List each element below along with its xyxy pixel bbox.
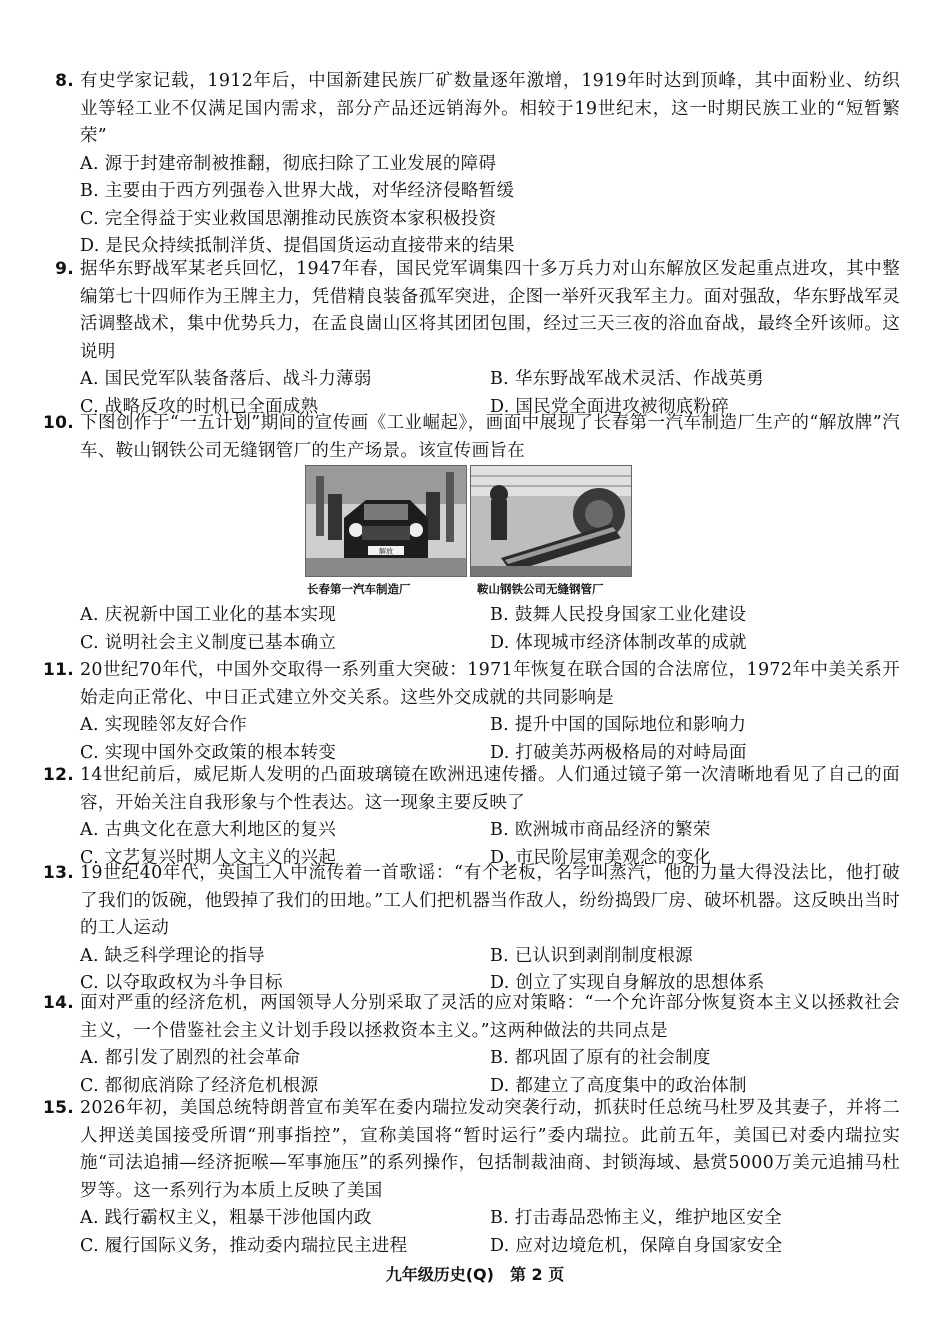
- options: [80, 712, 900, 767]
- question-9: [40, 256, 900, 421]
- option-c[interactable]: C. 说明社会主义制度已基本确立: [80, 632, 337, 653]
- propaganda-figure: [305, 465, 635, 600]
- option-d[interactable]: D. 都建立了高度集中的政治体制: [490, 1075, 747, 1096]
- option-c[interactable]: C. 以夺取政权为斗争目标: [80, 973, 283, 993]
- option-a[interactable]: A. 缺乏科学理论的指导: [80, 945, 265, 966]
- license-plate-text: 解放: [379, 547, 393, 556]
- option-a[interactable]: A. 都引发了剧烈的社会革命: [80, 1048, 301, 1068]
- option-c[interactable]: C. 战略反攻的时机已全面成熟: [80, 396, 319, 417]
- question-12: [40, 762, 900, 872]
- question-10: [40, 410, 900, 465]
- option-b[interactable]: B. 都巩固了原有的社会制度: [490, 1048, 711, 1068]
- option-a[interactable]: A. 庆祝新中国工业化的基本实现: [80, 605, 337, 625]
- question-11: [40, 657, 900, 767]
- question-10-options: [40, 602, 900, 657]
- question-number: 8.: [55, 71, 74, 91]
- question-8: [40, 68, 900, 261]
- option-b[interactable]: B. 欧洲城市商品经济的繁荣: [490, 820, 711, 840]
- option-c[interactable]: C. 完全得益于实业救国思潮推动民族资本家积极投资: [80, 208, 497, 229]
- steel-pipe-photo: [470, 465, 632, 577]
- option-a[interactable]: A. 古典文化在意大利地区的复兴: [80, 820, 337, 840]
- question-stem: 2026年初，美国总统特朗普宣布美军在委内瑞拉发动突袭行动，抓获时任总统马杜罗及其妻子，并将二人押送美国接受所谓“刑事指控”，宣称美国将“暂时运行”委内瑞拉。此前五年，美国已对委内瑞拉实施“司法追捕—经济扼喉—军事施压”的系列操作，包括制裁油商、封锁海域、悬赏5000万美元追捕马杜罗等。这一系列行为本质上反映了美国: [80, 1098, 900, 1201]
- option-d[interactable]: D. 市民阶层审美观念的变化: [490, 847, 712, 868]
- question-number: 10.: [42, 413, 74, 433]
- option-d[interactable]: D. 是民众持续抵制洋货、提倡国货运动直接带来的结果: [80, 236, 515, 256]
- option-a[interactable]: A. 践行霸权主义，粗暴干涉他国内政: [80, 1208, 372, 1228]
- question-15: [40, 1095, 900, 1260]
- option-a[interactable]: A. 源于封建帝制被推翻，彻底扫除了工业发展的障碍: [80, 153, 497, 174]
- option-c[interactable]: C. 实现中国外交政策的根本转变: [80, 742, 337, 763]
- option-a[interactable]: A. 国民党军队装备落后、战斗力薄弱: [80, 369, 372, 389]
- options: [80, 1205, 900, 1260]
- option-b[interactable]: B. 华东野战军战术灵活、作战英勇: [490, 369, 765, 389]
- page-footer: 九年级历史(Q) 第 2 页: [385, 1265, 565, 1284]
- question-stem: 面对严重的经济危机，两国领导人分别采取了灵活的应对策略：“一个允许部分恢复资本主义以拯救社会主义，一个借鉴社会主义计划手段以拯救资本主义。”这两种做法的共同点是: [80, 993, 900, 1041]
- option-c[interactable]: C. 履行国际义务，推动委内瑞拉民主进程: [80, 1235, 408, 1256]
- options: [80, 151, 900, 261]
- options: [80, 602, 900, 657]
- options: [80, 1045, 900, 1100]
- option-d[interactable]: D. 国民党全面进攻被彻底粉碎: [490, 396, 730, 417]
- question-number: 11.: [42, 660, 74, 680]
- option-d[interactable]: D. 应对边境危机，保障自身国家安全: [490, 1235, 783, 1256]
- option-b[interactable]: B. 提升中国的国际地位和影响力: [490, 715, 747, 735]
- option-d[interactable]: D. 打破美苏两极格局的对峙局面: [490, 742, 747, 763]
- option-c[interactable]: C. 都彻底消除了经济危机根源: [80, 1075, 319, 1096]
- option-b[interactable]: B. 主要由于西方列强卷入世界大战，对华经济侵略暂缓: [80, 181, 515, 201]
- option-a[interactable]: A. 实现睦邻友好合作: [80, 715, 248, 735]
- question-stem: 14世纪前后，威尼斯人发明的凸面玻璃镜在欧洲迅速传播。人们通过镜子第一次清晰地看见了自己的面容，开始关注自我形象与个性表达。这一现象主要反映了: [80, 765, 900, 813]
- question-stem: 20世纪70年代，中国外交取得一系列重大突破：1971年恢复在联合国的合法席位，1972年中美关系开始走向正常化、中日正式建立外交关系。这些外交成就的共同影响是: [80, 660, 900, 708]
- car-factory-photo: [305, 465, 467, 577]
- caption-right: 鞍山钢铁公司无缝钢管厂: [477, 582, 604, 596]
- option-b[interactable]: B. 已认识到剥削制度根源: [490, 945, 693, 966]
- option-b[interactable]: B. 鼓舞人民投身国家工业化建设: [490, 605, 747, 625]
- question-number: 14.: [42, 993, 74, 1013]
- question-number: 15.: [42, 1098, 74, 1118]
- option-d[interactable]: D. 体现城市经济体制改革的成就: [490, 632, 747, 653]
- option-d[interactable]: D. 创立了实现自身解放的思想体系: [490, 973, 765, 993]
- question-number: 13.: [42, 863, 74, 883]
- question-13: [40, 860, 900, 998]
- question-stem: 有史学家记载，1912年后，中国新建民族厂矿数量逐年激增，1919年时达到顶峰，其中面粉业、纺织业等轻工业不仅满足国内需求，部分产品还远销海外。相较于19世纪末，这一时期民族工业的“短暂繁荣”: [80, 71, 900, 146]
- question-14: [40, 990, 900, 1100]
- question-number: 12.: [42, 765, 74, 785]
- caption-left: 长春第一汽车制造厂: [307, 582, 411, 596]
- question-stem: 19世纪40年代，英国工人中流传着一首歌谣：“有个老板，名字叫蒸汽，他的力量大得没法比，他打破了我们的饭碗，他毁掉了我们的田地。”工人们把机器当作敌人，纷纷捣毁厂房、破坏机器。这反映出当时的工人运动: [80, 863, 900, 938]
- option-c[interactable]: C. 文艺复兴时期人文主义的兴起: [80, 847, 337, 868]
- option-b[interactable]: B. 打击毒品恐怖主义，维护地区安全: [490, 1208, 782, 1228]
- question-number: 9.: [55, 259, 74, 279]
- question-stem: 据华东野战军某老兵回忆，1947年春，国民党军调集四十多万兵力对山东解放区发起重点进攻，其中整编第七十四师作为王牌主力，凭借精良装备孤军突进，企图一举歼灭我军主力。面对强敌，华东野战军灵活调整战术，集中优势兵力，在孟良崮山区将其团团包围，经过三天三夜的浴血奋战，最终全歼该师。这说明: [80, 259, 900, 362]
- question-stem: 下图创作于“一五计划”期间的宣传画《工业崛起》，画面中展现了长春第一汽车制造厂生产的“解放牌”汽车、鞍山钢铁公司无缝钢管厂的生产场景。该宣传画旨在: [80, 413, 900, 461]
